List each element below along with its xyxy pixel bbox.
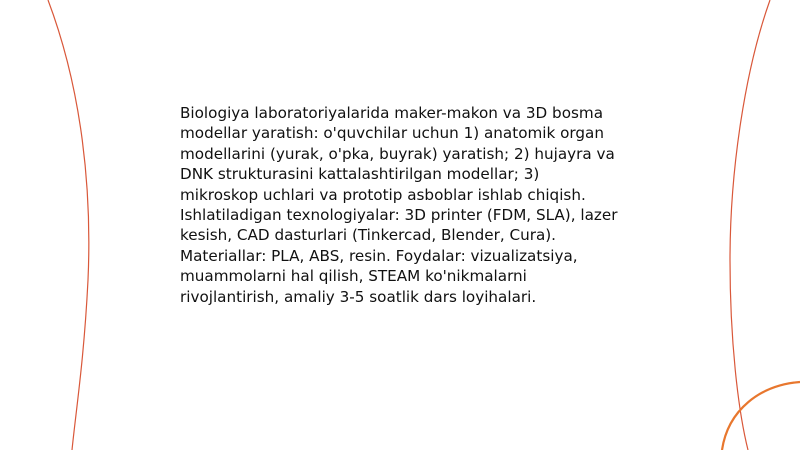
body-text: Biologiya laboratoriyalarida maker-makon va 3D bosma modellar yaratish: o'quvchilar uchun 1) anatomik organ modellarini (yurak, o'pka, buyrak) yaratish; 2) hujayra va DNK strukturasini kattalashtirilgan modellar; 3) mikroskop uchlari va prototip asboblar ishlab chiqish. Ishlatiladigan texnologiyalar: 3D printer (FDM, SLA), lazer kesish, CAD dasturlari (Tinkercad, Blender, Cura). Materiallar: PLA, ABS, resin. Foydalar: vizualizatsiya, muammolarni hal qilish, STEAM ko'nikmalarni rivojlantirish, amaliy 3-5 soatlik dars loyihalari. xyxy=(180,104,618,306)
left-curve-line xyxy=(48,0,89,450)
right-curve-line xyxy=(730,0,770,450)
bottom-right-arc xyxy=(722,382,800,450)
